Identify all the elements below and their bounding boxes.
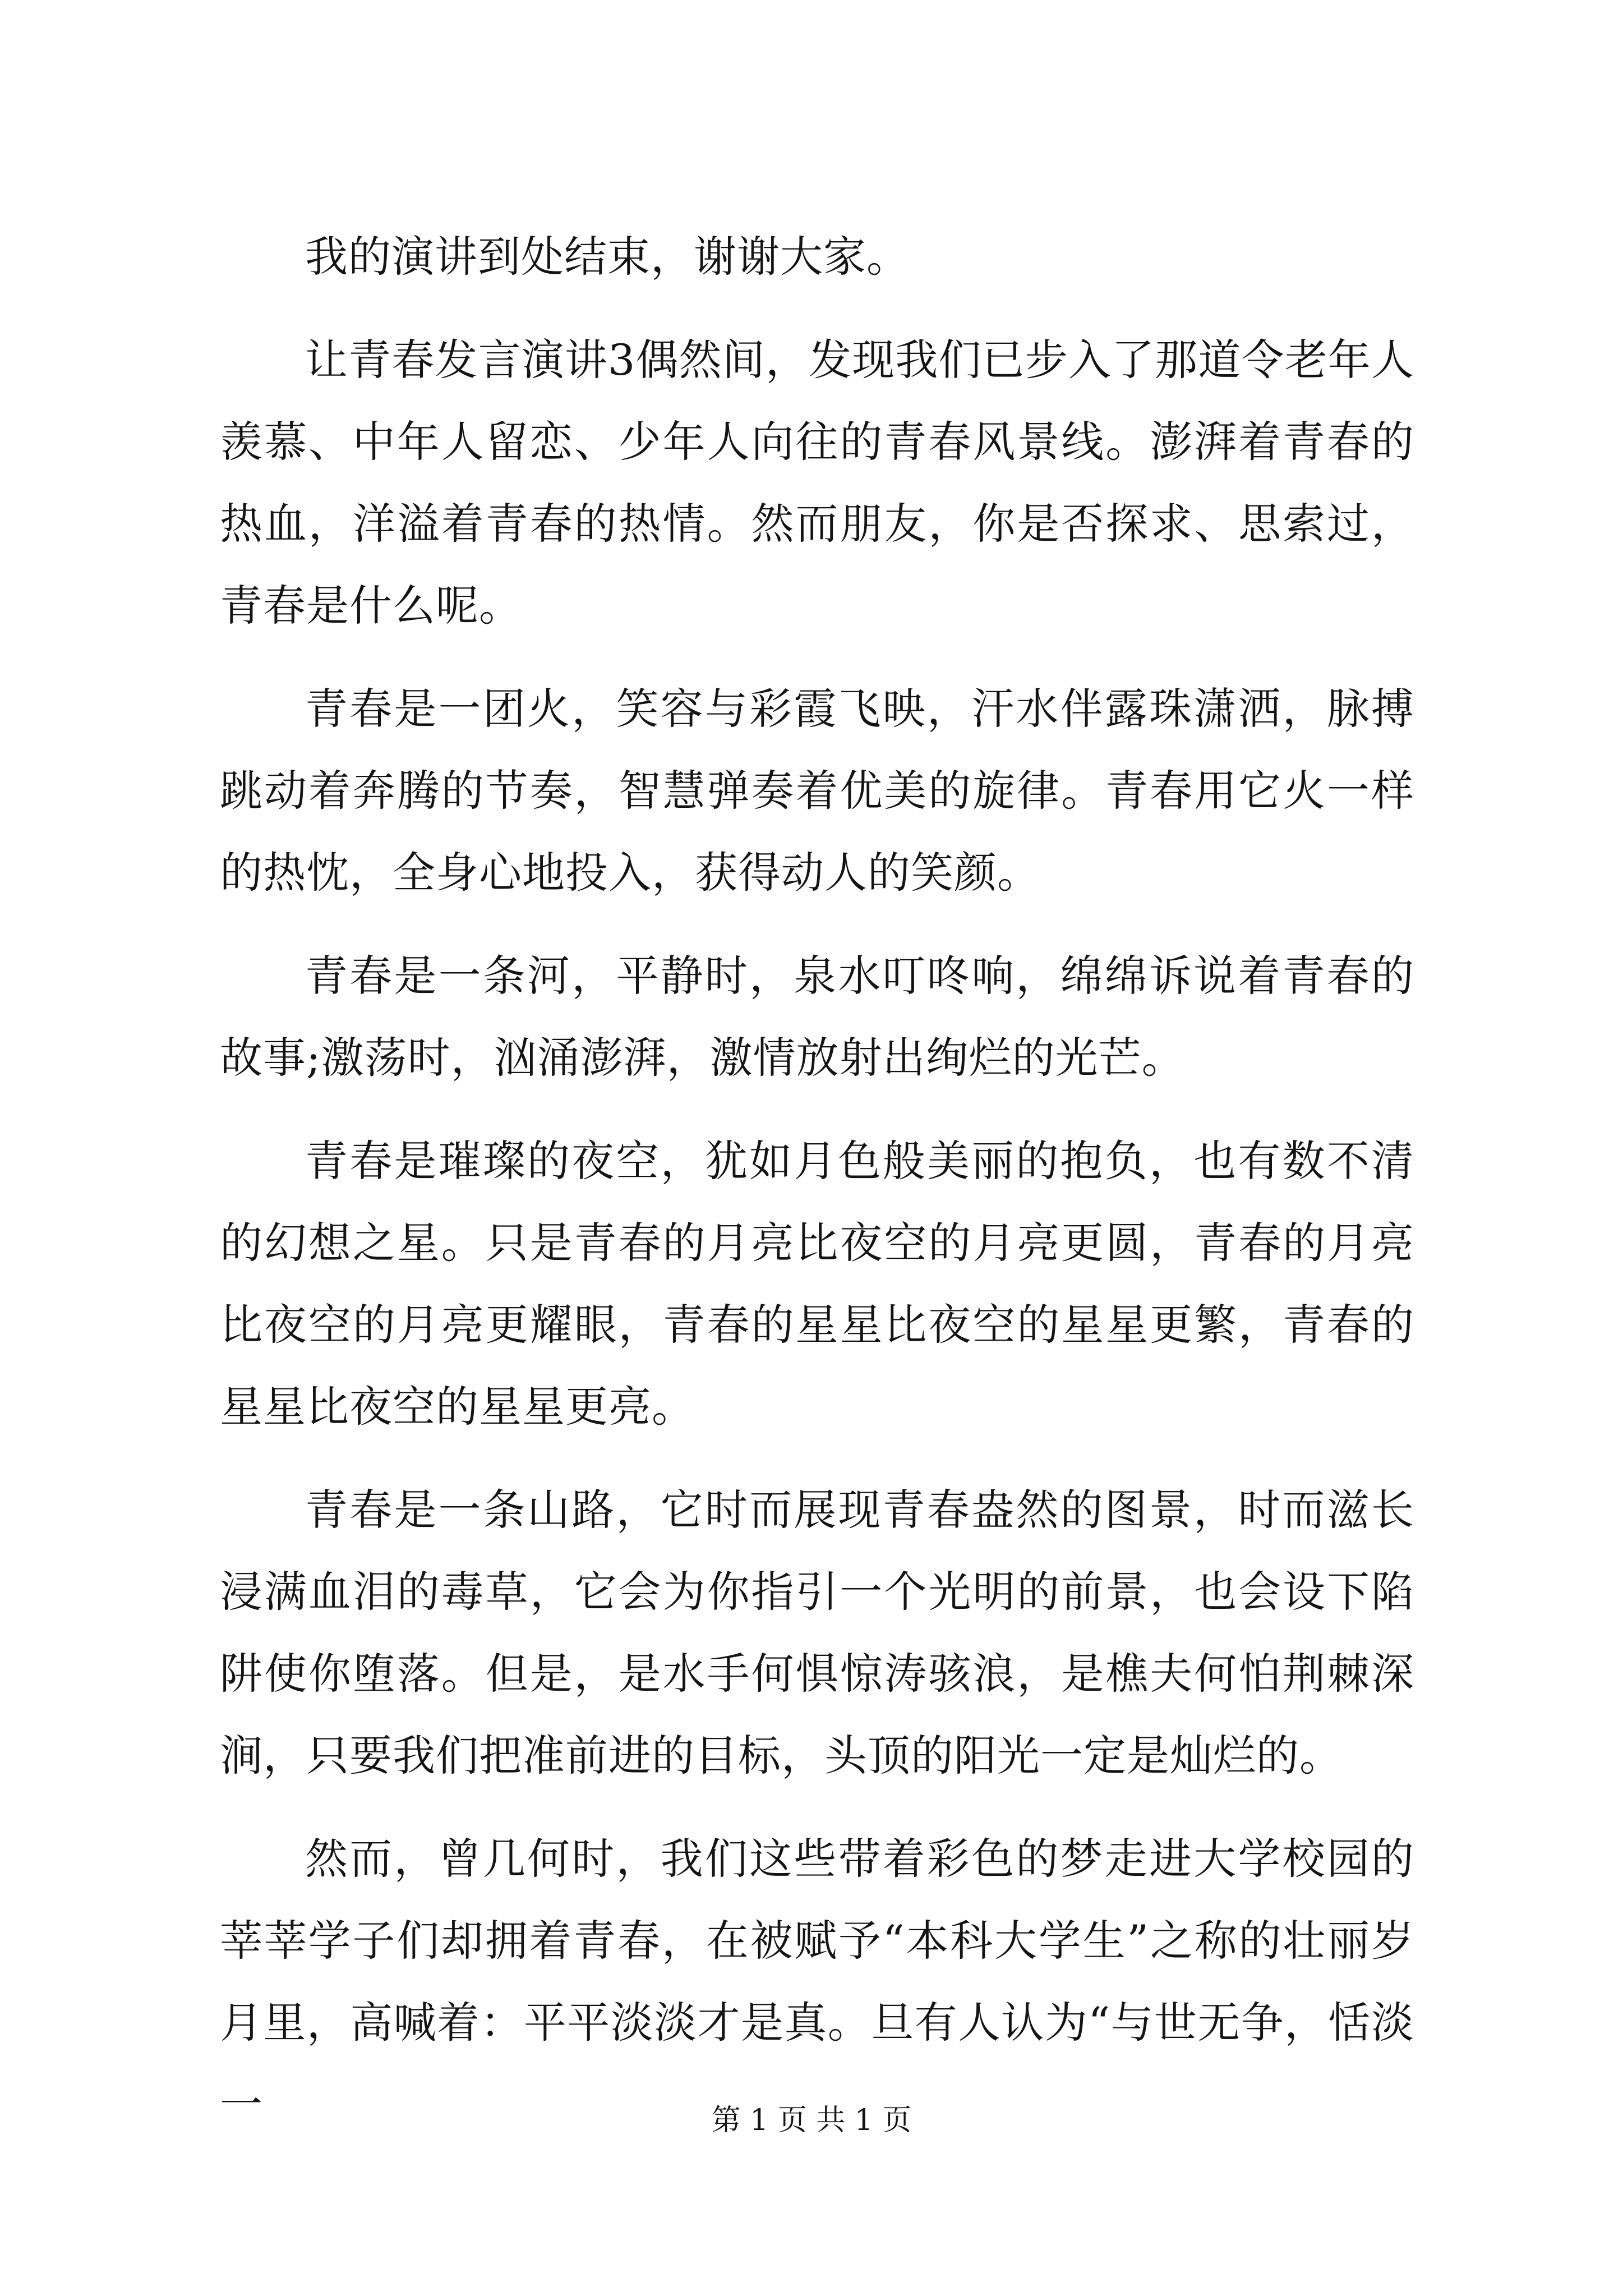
page-number: 第 1 页 共 1 页 bbox=[711, 2104, 912, 2137]
paragraph-intro: 让青春发言演讲3偶然间，发现我们已步入了那道令老年人羡慕、中年人留恋、少年人向往的青春风景线。澎湃着青春的热血，洋溢着青春的热情。然而朋友，你是否探求、思索过，青春是什么呢。 bbox=[220, 335, 1414, 631]
paragraph-fire: 青春是一团火，笑容与彩霞飞映，汗水伴露珠潇洒，脉搏跳动着奔腾的节奏，智慧弹奏着优美的旋律。青春用它火一样的热忱，全身心地投入，获得动人的笑颜。 bbox=[220, 684, 1414, 898]
paragraph-river: 青春是一条河，平静时，泉水叮咚响，绵绵诉说着青春的故事;激荡时，汹涌澎湃，激情放射出绚烂的光芒。 bbox=[220, 951, 1414, 1083]
paragraph-night-sky: 青春是璀璨的夜空，犹如月色般美丽的抱负，也有数不清的幻想之星。只是青春的月亮比夜空的月亮更圆，青春的月亮比夜空的月亮更耀眼，青春的星星比夜空的星星更繁，青春的星星比夜空的星星更亮。 bbox=[220, 1136, 1414, 1432]
paragraph-mountain-road: 青春是一条山路，它时而展现青春盎然的图景，时而滋长浸满血泪的毒草，它会为你指引一个光明的前景，也会设下陷阱使你堕落。但是，是水手何惧惊涛骇浪，是樵夫何怕荆棘深涧，只要我们把准前进的目标，头顶的阳光一定是灿烂的。 bbox=[220, 1485, 1414, 1780]
page-footer bbox=[0, 2101, 1623, 2140]
paragraph-however: 然而，曾几何时，我们这些带着彩色的梦走进大学校园的莘莘学子们却拥着青春，在被赋予“本科大学生”之称的壮丽岁月里，高喊着：平平淡淡才是真。旦有人认为“与世无争，恬淡一 bbox=[220, 1834, 1414, 2129]
paragraph-closing: 我的演讲到处结束，谢谢大家。 bbox=[305, 232, 910, 282]
body-text bbox=[220, 216, 1414, 2167]
